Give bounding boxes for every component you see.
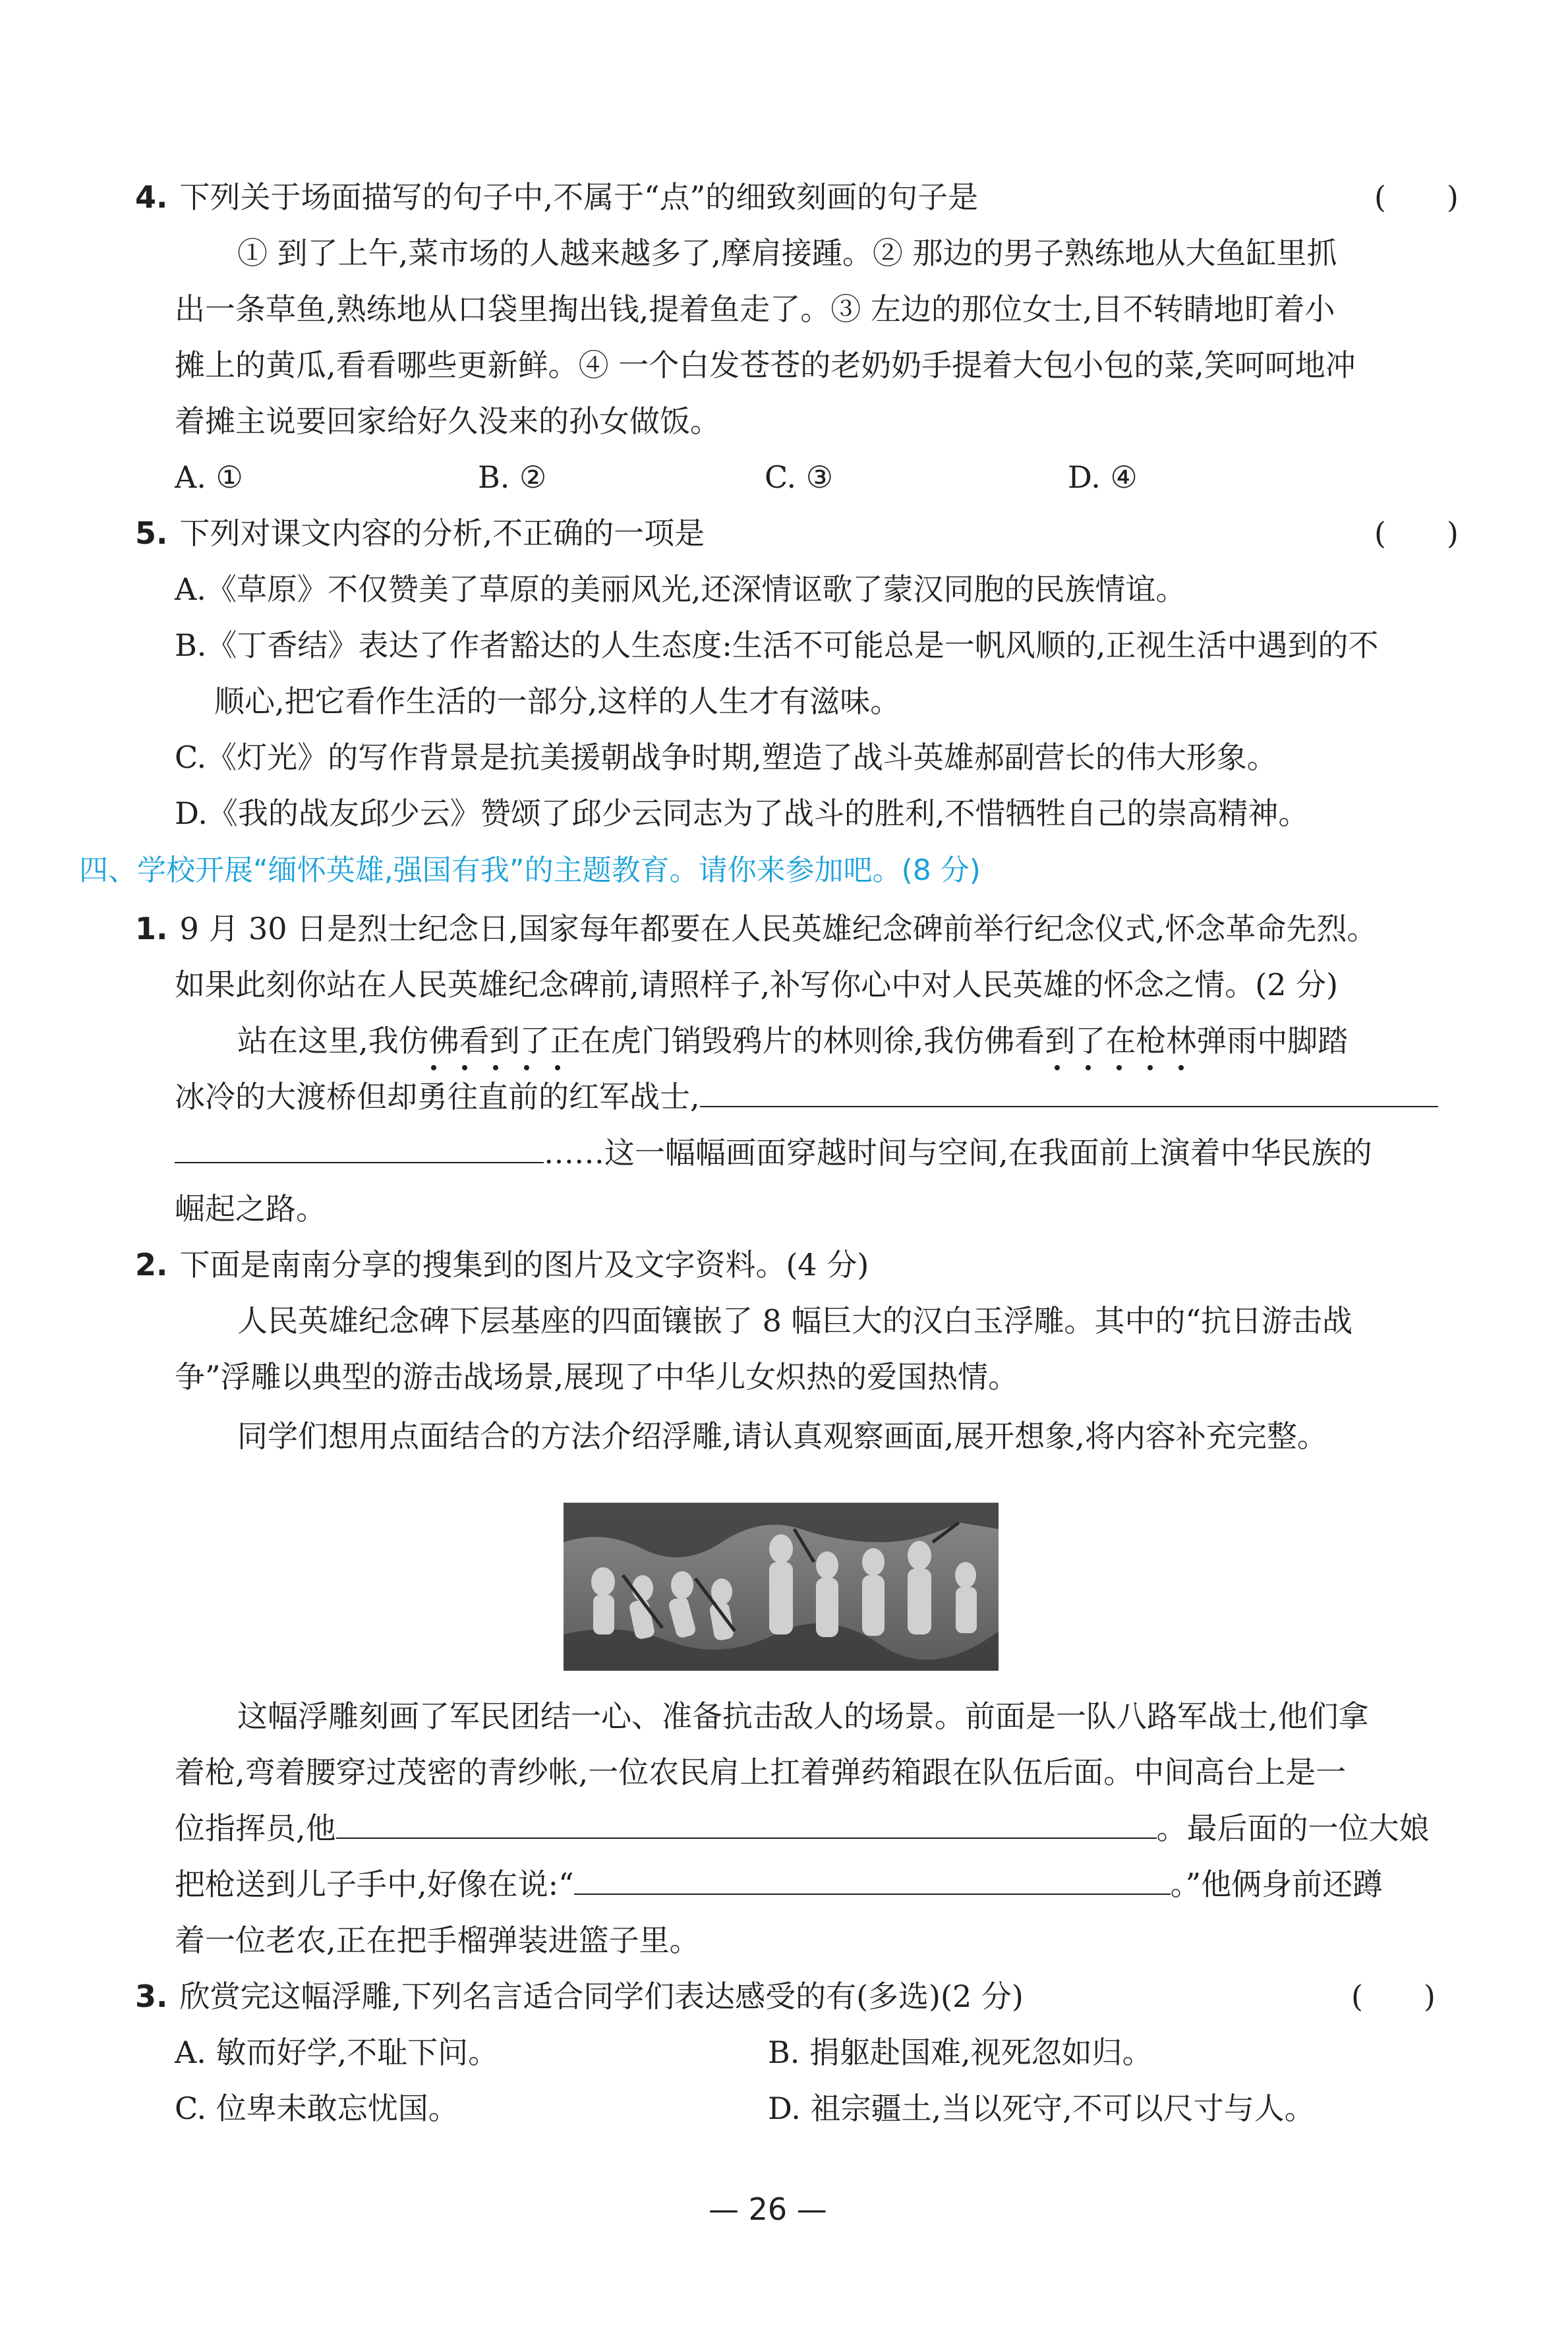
q4-number: 4. (135, 179, 168, 215)
s1-line-4 (175, 1078, 1438, 1117)
emphasis-dot (555, 1065, 560, 1070)
emphasis-dot (431, 1065, 436, 1070)
s2-text-8a: 把枪送到儿子手中,好像在说:“ (175, 1866, 574, 1902)
s3-number: 3. (135, 1979, 168, 2014)
s1-text-1: 9 月 30 日是烈士纪念日,国家每年都要在人民英雄纪念碑前举行纪念仪式,怀念革命先烈。 (179, 911, 1378, 946)
s1-line-5 (175, 1134, 1372, 1173)
q4-text-line-3: 摊上的黄瓜,看看哪些更新鲜。④ 一个白发苍苍的老奶奶手提着大包小包的菜,笑呵呵地冲 (175, 347, 1356, 383)
s1-line-1 (135, 910, 1377, 949)
s3-option-d[interactable]: D. 祖宗疆土,当以死守,不可以尺寸与人。 (768, 2091, 1315, 2126)
emphasis-dot (524, 1065, 529, 1070)
s2-line-9: 着一位老农,正在把手榴弹装进篮子里。 (175, 1923, 700, 1958)
s2-line-5: 这幅浮雕刻画了军民团结一心、准备抗击敌人的场景。前面是一队八路军战士,他们拿 (237, 1698, 1369, 1734)
s1-answer-blank-1[interactable] (700, 1078, 1438, 1107)
q5-option-d[interactable]: D.《我的战友邱少云》赞颂了邱少云同志为了战斗的胜利,不惜牺牲自己的崇高精神。 (175, 795, 1309, 831)
q5-answer-paren[interactable]: ( ) (1374, 515, 1459, 551)
s1-line-2: 如果此刻你站在人民英雄纪念碑前,请照样子,补写你心中对人民英雄的怀念之情。(2 分) (175, 967, 1339, 1002)
q5-option-c[interactable]: C.《灯光》的写作背景是抗美援朝战争时期,塑造了战斗英雄郝副营长的伟大形象。 (175, 739, 1277, 775)
s3-stem-line (135, 1977, 1024, 2017)
s2-number: 2. (135, 1247, 168, 1283)
q4-option-b[interactable]: B. ② (478, 459, 547, 495)
q4-option-a[interactable]: A. ① (175, 459, 243, 495)
s1-text-4: 冰冷的大渡桥但却勇往直前的红军战士, (175, 1079, 700, 1114)
s3-option-b[interactable]: B. 捐躯赴国难,视死忽如归。 (768, 2035, 1153, 2070)
s2-text-7a: 位指挥员,他 (175, 1810, 336, 1846)
s2-text-7b: 。最后面的一位大娘 (1156, 1810, 1430, 1846)
q5-stem-line (135, 514, 705, 554)
emphasis-dot (1178, 1065, 1184, 1070)
s2-text-1: 下面是南南分享的搜集到的图片及文字资料。(4 分) (179, 1247, 869, 1283)
s2-line-3: 争”浮雕以典型的游击战场景,展现了中华儿女炽热的爱国热情。 (175, 1359, 1019, 1395)
q4-text-line-2: 出一条草鱼,熟练地从口袋里掏出钱,提着鱼走了。③ 左边的那位女士,目不转睛地盯着小 (175, 291, 1335, 327)
s1-number: 1. (135, 911, 168, 946)
q5-stem: 下列对课文内容的分析,不正确的一项是 (179, 515, 705, 551)
s2-line-1 (135, 1246, 869, 1285)
s3-stem: 欣赏完这幅浮雕,下列名言适合同学们表达感受的有(多选)(2 分) (179, 1979, 1024, 2014)
q4-option-c[interactable]: C. ③ (765, 459, 834, 495)
q5-option-a[interactable]: A.《草原》不仅赞美了草原的美丽风光,还深情讴歌了蒙汉同胞的民族情谊。 (175, 571, 1186, 607)
emphasis-dot (493, 1065, 498, 1070)
section-4-title: 四、学校开展“缅怀英雄,强国有我”的主题教育。请你来参加吧。(8 分) (79, 853, 981, 887)
q4-option-d[interactable]: D. ④ (1068, 459, 1138, 495)
s2-answer-blank-2[interactable] (574, 1866, 1171, 1895)
q4-stem-line (135, 178, 978, 217)
emphasis-dot (1055, 1065, 1060, 1070)
s1-answer-blank-2[interactable] (175, 1134, 544, 1163)
emphasis-dot (1086, 1065, 1091, 1070)
emphasis-dot (1147, 1065, 1153, 1070)
s1-line-3: 站在这里,我仿佛看到了正在虎门销毁鸦片的林则徐,我仿佛看到了在枪林弹雨中脚踏 (237, 1023, 1349, 1058)
s3-option-a[interactable]: A. 敏而好学,不耻下问。 (175, 2035, 499, 2070)
q5-option-b[interactable]: B.《丁香结》表达了作者豁达的人生态度:生活不可能总是一帆风顺的,正视生活中遇到的不 (175, 627, 1379, 663)
emphasis-dot (462, 1065, 467, 1070)
s2-line-7 (175, 1809, 1430, 1849)
s2-line-2: 人民英雄纪念碑下层基座的四面镶嵌了 8 幅巨大的汉白玉浮雕。其中的“抗日游击战 (237, 1303, 1353, 1339)
s1-text-5: ……这一幅幅画面穿越时间与空间,在我面前上演着中华民族的 (544, 1135, 1372, 1171)
relief-sculpture-image (564, 1503, 999, 1671)
s3-answer-paren[interactable]: ( ) (1351, 1979, 1436, 2014)
q5-option-b-cont: 顺心,把它看作生活的一部分,这样的人生才有滋味。 (214, 683, 901, 719)
emphasis-dot (1117, 1065, 1122, 1070)
s2-line-4: 同学们想用点面结合的方法介绍浮雕,请认真观察画面,展开想象,将内容补充完整。 (237, 1418, 1327, 1454)
s2-line-6: 着枪,弯着腰穿过茂密的青纱帐,一位农民肩上扛着弹药箱跟在队伍后面。中间高台上是一 (175, 1754, 1347, 1790)
s1-line-6: 崛起之路。 (175, 1191, 326, 1227)
q5-number: 5. (135, 515, 168, 551)
q4-answer-paren[interactable]: ( ) (1374, 179, 1459, 215)
s3-option-c[interactable]: C. 位卑未敢忘忧国。 (175, 2091, 459, 2126)
page-number: — 26 — (709, 2191, 827, 2227)
s2-text-8b: 。”他俩身前还蹲 (1170, 1866, 1383, 1902)
s2-answer-blank-1[interactable] (336, 1810, 1157, 1839)
q4-text-line-1: ① 到了上午,菜市场的人越来越多了,摩肩接踵。② 那边的男子熟练地从大鱼缸里抓 (237, 235, 1337, 271)
q4-stem: 下列关于场面描写的句子中,不属于“点”的细致刻画的句子是 (179, 179, 979, 215)
q4-text-line-4: 着摊主说要回家给好久没来的孙女做饭。 (175, 403, 720, 439)
s2-line-8 (175, 1865, 1383, 1905)
